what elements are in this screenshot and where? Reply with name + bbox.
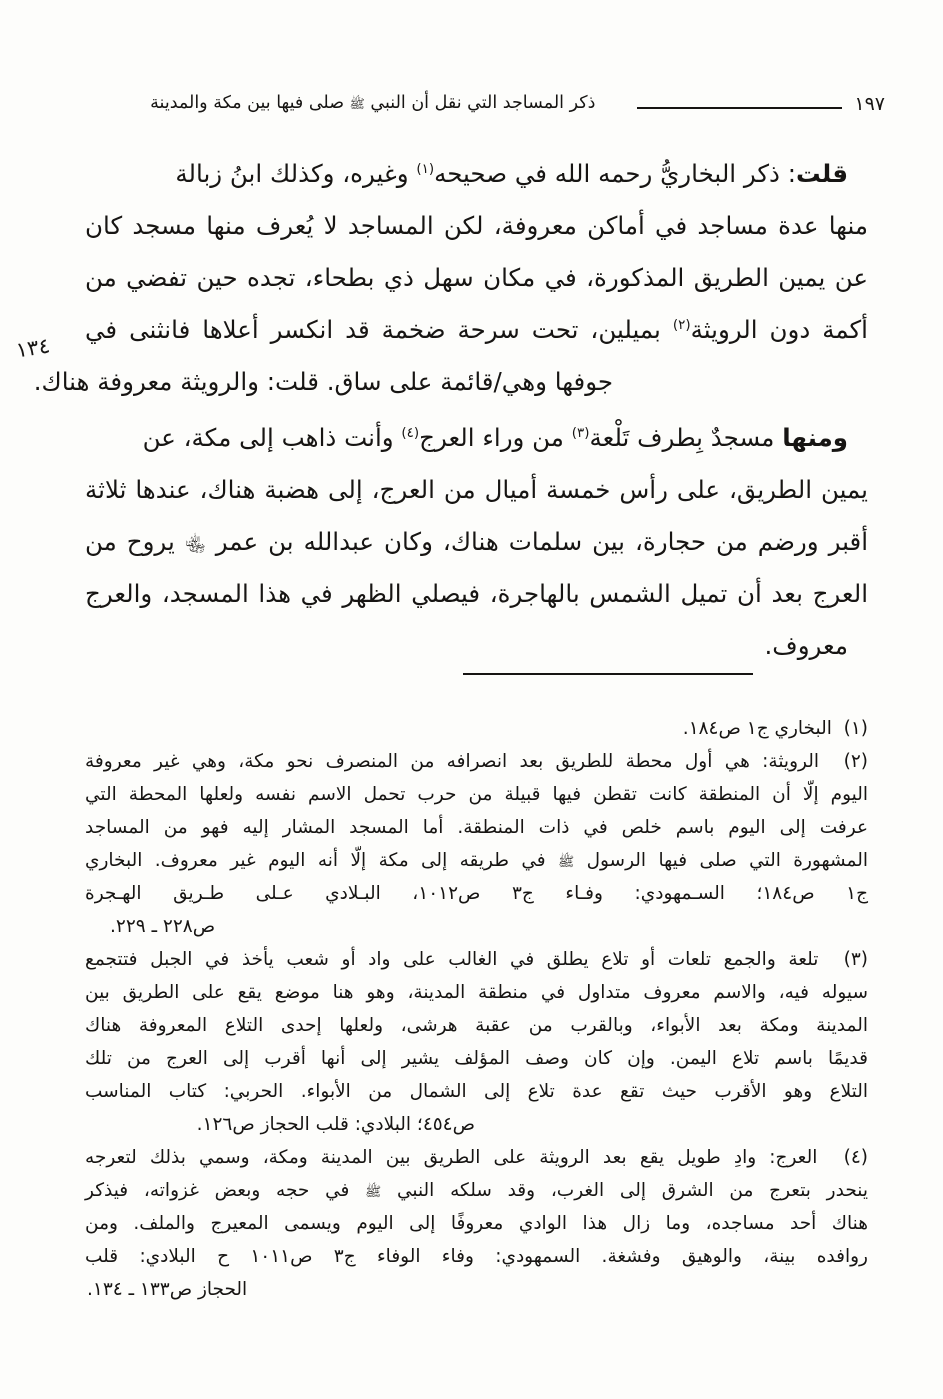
header-rule — [637, 107, 842, 109]
honorific-mark: ﷺ — [558, 855, 575, 870]
body-line: العرج بعد أن تميل الشمس بالهاجرة، فيصلي الظهر في هذا المسجد، والعرج — [85, 579, 868, 608]
chapter-title: ذكر المساجد التي نقل أن النبي ﷺ صلى فيها بين مكة والمدينة — [150, 93, 596, 113]
footnote-line: عرفت إلى اليوم باسم خلص في ذات المنطقة. أما المسجد المشار إليه فهو من المساجد — [85, 817, 868, 838]
footnote-line: (٣) تلعة والجمع تلعات أو تلاع يطلق في الغالب على واد أو شعب يأخذ في الجبل فتتجمع — [85, 949, 868, 970]
footnote-line: التلاع وهو الأقرب حيث تقع عدة تلاع إلى الشمال من الأبواء. الحربي: كتاب المناسب — [85, 1081, 868, 1102]
footnote-line: ص٤٥٤؛ البلادي: قلب الحجاز ص١٢٦. — [196, 1114, 475, 1135]
footnote-line: (٢) الرويثة: هي أول محطة للطريق بعد انصرافه من المنصرف نحو مكة، وهي غير معروفة — [85, 751, 868, 772]
body-line: قلت: ذكر البخاريُّ رحمه الله في صحيحه$^{(١)}$ وغيره، وكذلك ابنُ زبالة — [175, 159, 848, 188]
footnote-line: المشهورة التي صلى فيها الرسول ﷺ في طريقه إلى مكة إلّا أنه اليوم غير معروف. البخاري — [85, 850, 868, 871]
body-line: يمين الطريق، على رأس خمسة أميال من العرج، إلى هضبة هناك، عندها ثلاثة — [85, 475, 868, 504]
footnote-line: روافده بينة، والوهيق وفشغة. السمهودي: وفاء الوفاء ج٣ ص١٠١١ ح البلادي: قلب — [85, 1246, 868, 1267]
body-line: معروف. — [764, 631, 848, 660]
footnote-ref: (٢) — [672, 316, 691, 333]
running-header — [85, 86, 885, 122]
footnote-line: اليوم إلّا أن المنطقة كانت تقطن فيها قبيلة من حرب تحمل الاسم نفسه ولعلها المحطة التي — [85, 784, 868, 805]
footnotes-block — [85, 712, 868, 1306]
footnote-ref: (١) — [416, 160, 435, 177]
body-line: عن يمين الطريق المذكورة، في مكان سهل ذي بطحاء، تجده حين تفضي من — [85, 263, 868, 292]
footnote-line: (١) البخاري ج١ ص١٨٤. — [682, 718, 868, 739]
footnote — [85, 712, 868, 745]
footnote-line: هناك أحد مساجده، وما زال هذا الوادي معروفًا إلى اليوم ويسمى المعيرج والملف. ومن — [85, 1213, 868, 1234]
footnote-line: ينحدر بتعرج من الشرق إلى الغرب، وقد سلكه النبي ﷺ في حجه وبعض غزواته، فيذكر — [85, 1180, 868, 1201]
paragraph — [85, 412, 868, 672]
page-number: ١٩٧ — [854, 93, 885, 115]
footnote-separator-rule — [463, 673, 753, 675]
footnote-line: سيوله فيه، والاسم معروف متداول في منطقة المدينة، وهو هنا موضع يقع على الطريق بين — [85, 982, 868, 1003]
honorific-mark: ﷺ — [365, 1185, 382, 1200]
body-line: أقبر ورضم من حجارة، بين سلمات هناك، وكان عبدالله بن عمر ﵄ يروح من — [85, 527, 868, 556]
footnote-line: قديمًا باسم تلاع اليمن. وإن كان وصف المؤلف يشير إلى أنها أقرب إلى العرج من تلك — [85, 1048, 868, 1069]
body-line: ومنها مسجدٌ بِطرف تَلْعة$^{(٣)}$ من وراء العرج$^{(٤)}$ وأنت ذاهب إلى مكة، عن — [142, 423, 848, 452]
paragraph-lead-word: ومنها — [782, 423, 848, 452]
footnote — [85, 1141, 868, 1306]
margin-folio-number: ١٣٤ — [14, 333, 52, 363]
body-line: جوفها وهي/قائمة على ساق. قلت: والرويثة معروفة هناك. — [33, 367, 613, 396]
footnote — [85, 745, 868, 943]
footnote — [85, 943, 868, 1141]
footnote-line: الحجاز ص١٣٣ ـ ١٣٤. — [87, 1279, 248, 1300]
footnote-line: المدينة ومكة بعد الأبواء، وبالقرب من عقبة هرشى، ولعلها إحدى التلاع المعروفة هناك — [85, 1015, 868, 1036]
honorific-mark: ﵄ — [184, 535, 206, 555]
paragraph-lead-word: قلت — [796, 159, 848, 188]
footnote-ref: (٣) — [571, 424, 590, 441]
body-line: أكمة دون الرويثة$^{(٢)}$ بميلين، تحت سرحة ضخمة قد انكسر أعلاها فانثنى في — [85, 315, 868, 344]
body-line: منها عدة مساجد في أماكن معروفة، لكن المساجد لا يُعرف منها مسجد كان — [85, 211, 868, 240]
footnote-line: ج١ ص١٨٤؛ السـمهودي: وفـاء ج٣ ص١٠١٢، البـلادي عـلى طـريق الهـجرة — [85, 883, 869, 904]
footnote-line: ص٢٢٨ ـ ٢٢٩. — [110, 916, 216, 937]
footnote-ref: (٤) — [401, 424, 420, 441]
honorific-mark: ﷺ — [349, 96, 365, 111]
footnote-line: (٤) العرج: وادِ طويل يقع بعد الرويثة على الطريق بين المدينة ومكة، وسمي بذلك لتعرجه — [85, 1147, 868, 1168]
